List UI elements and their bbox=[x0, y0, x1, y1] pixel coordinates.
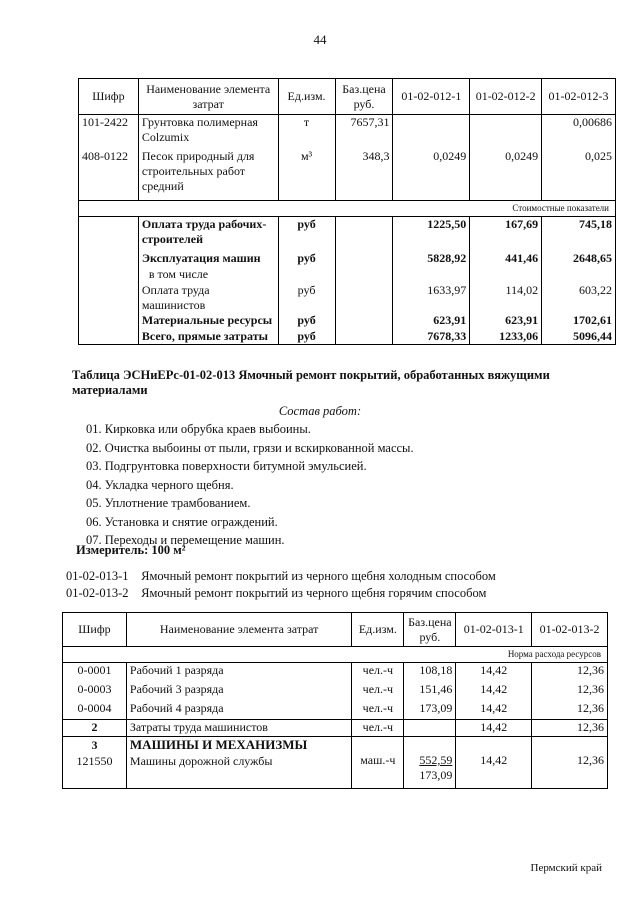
header-col-1: 01-02-012-1 bbox=[393, 79, 470, 115]
table-row-code: 0-0004 bbox=[63, 701, 127, 720]
grand-total-val3: 5096,44 bbox=[542, 329, 616, 345]
work-item: 03. Подгрунтовка поверхности битумной эмульсией. bbox=[86, 459, 367, 473]
measure-unit: Измеритель: 100 м² bbox=[76, 543, 186, 557]
grand-total-val2: 1233,06 bbox=[470, 329, 542, 345]
section-label-norm: Норма расхода ресурсов bbox=[63, 647, 608, 663]
grand-total-unit: руб bbox=[278, 329, 335, 345]
header-col-2: 01-02-013-2 bbox=[532, 613, 608, 647]
total-row-val1: 5828,92 bbox=[393, 251, 470, 267]
total-row-unit: руб bbox=[278, 313, 335, 329]
code-item bbox=[66, 585, 496, 602]
table-row-code: 2 bbox=[63, 720, 127, 737]
page-number: 44 bbox=[313, 32, 327, 47]
header-unit: Ед.изм. bbox=[352, 613, 404, 647]
table-row-price: 173,09 bbox=[404, 701, 456, 720]
header-price: Баз.цена руб. bbox=[404, 613, 456, 647]
table-row-unit: чел.-ч bbox=[352, 663, 404, 682]
table-row-price: 348,3 bbox=[335, 149, 393, 201]
table-row-name: Рабочий 3 разряда bbox=[126, 682, 351, 701]
code-text: Ямочный ремонт покрытий из черного щебня холодным способом bbox=[141, 569, 496, 583]
total-row-name: Оплата труда машинистов bbox=[138, 283, 278, 313]
header-code: Шифр bbox=[63, 613, 127, 647]
table-row-price: 151,46 bbox=[404, 682, 456, 701]
table-row-val2 bbox=[470, 115, 542, 149]
table-row-val1: 14,42 bbox=[456, 682, 532, 701]
table-row-val2: 12,36 bbox=[532, 720, 608, 737]
code-id: 01-02-013-2 bbox=[66, 586, 129, 600]
header-name: Наименование элемента затрат bbox=[126, 613, 351, 647]
table-row-name: Рабочий 4 разряда bbox=[126, 701, 351, 720]
work-item: 05. Уплотнение трамбованием. bbox=[86, 496, 251, 510]
table-row-val2: 12,36 bbox=[532, 701, 608, 720]
table-row-unit: чел.-ч bbox=[352, 701, 404, 720]
table-row-price-alt: 173,09 bbox=[419, 768, 453, 782]
table-row-code: 0-0001 bbox=[63, 663, 127, 682]
total-row-val3: 603,22 bbox=[542, 283, 616, 313]
total-row-note: в том числе bbox=[138, 267, 278, 283]
total-row-val1: 1225,50 bbox=[393, 217, 470, 251]
table-row-val2: 12,36 bbox=[532, 682, 608, 701]
total-row-val3: 2648,65 bbox=[542, 251, 616, 267]
table-row-name: Машины дорожной службы bbox=[129, 754, 273, 768]
table-row-name: Песок природный для строительных работ средний bbox=[138, 149, 278, 201]
total-row-val2: 167,69 bbox=[470, 217, 542, 251]
code-item bbox=[66, 568, 496, 585]
total-row-unit: руб bbox=[278, 217, 335, 251]
header-name: Наименование элемента затрат bbox=[138, 79, 278, 115]
work-item: 06. Установка и снятие ограждений. bbox=[86, 514, 278, 529]
total-row-val1: 1633,97 bbox=[393, 283, 470, 313]
table-row-val3: 0,00686 bbox=[542, 115, 616, 149]
table-row-code: 101-2422 bbox=[79, 115, 139, 149]
table-row-val1: 14,42 bbox=[456, 737, 532, 789]
work-item: 01. Кирковка или обрубка краев выбоины. bbox=[86, 422, 311, 436]
table-row-val1: 14,42 bbox=[456, 720, 532, 737]
section-label-cost: Стоимостные показатели bbox=[79, 201, 616, 217]
grand-total-name: Всего, прямые затраты bbox=[138, 329, 278, 345]
total-row-unit: руб bbox=[278, 251, 335, 267]
table-row-val2: 12,36 bbox=[532, 737, 608, 789]
table-row-price: 108,18 bbox=[404, 663, 456, 682]
table-row-val1: 14,42 bbox=[456, 663, 532, 682]
resource-table-012 bbox=[78, 78, 616, 345]
table-row-val2: 12,36 bbox=[532, 663, 608, 682]
code-list bbox=[66, 568, 496, 602]
work-list bbox=[86, 420, 414, 550]
table-row-name: Рабочий 1 разряда bbox=[126, 663, 351, 682]
table-row-name: Затраты труда машинистов bbox=[126, 720, 351, 737]
header-code: Шифр bbox=[79, 79, 139, 115]
table-row-code: 0-0003 bbox=[63, 682, 127, 701]
section-title-machines: МАШИНЫ И МЕХАНИЗМЫ bbox=[129, 737, 308, 752]
total-row-val3: 745,18 bbox=[542, 217, 616, 251]
total-row-val3: 1702,61 bbox=[542, 313, 616, 329]
table-row-price: 7657,31 bbox=[335, 115, 393, 149]
section-code: 3 bbox=[91, 738, 98, 752]
header-col-1: 01-02-013-1 bbox=[456, 613, 532, 647]
table-row-unit: т bbox=[278, 115, 335, 149]
table-row-unit: маш.-ч bbox=[352, 737, 404, 789]
resource-table-013 bbox=[62, 612, 608, 789]
total-row-val2: 441,46 bbox=[470, 251, 542, 267]
total-row-name: Эксплуатация машин bbox=[138, 251, 278, 267]
work-item: 02. Очистка выбоины от пыли, грязи и вскиркованной массы. bbox=[86, 440, 414, 455]
work-item: 04. Укладка черного щебня. bbox=[86, 477, 234, 492]
header-col-3: 01-02-012-3 bbox=[542, 79, 616, 115]
table-row-unit: чел.-ч bbox=[352, 720, 404, 737]
header-price: Баз.цена руб. bbox=[335, 79, 393, 115]
total-row-val2: 623,91 bbox=[470, 313, 542, 329]
work-composition-title: Состав работ: bbox=[278, 404, 362, 418]
total-row-name: Оплата труда рабочих-строителей bbox=[138, 217, 278, 251]
table-row-code: 408-0122 bbox=[79, 149, 139, 201]
grand-total-val1: 7678,33 bbox=[393, 329, 470, 345]
footer-region: Пермский край bbox=[530, 862, 602, 874]
table-row-name: Грунтовка полимерная Colzumix bbox=[138, 115, 278, 149]
header-col-2: 01-02-012-2 bbox=[470, 79, 542, 115]
code-text: Ямочный ремонт покрытий из черного щебня горячим способом bbox=[141, 586, 487, 600]
code-id: 01-02-013-1 bbox=[66, 569, 129, 583]
work-item: 07. Переходы и перемещение машин. bbox=[86, 533, 285, 547]
total-row-unit: руб bbox=[278, 283, 335, 313]
table-row-unit: м³ bbox=[278, 149, 335, 201]
total-row-val1: 623,91 bbox=[393, 313, 470, 329]
table-row-val3: 0,025 bbox=[542, 149, 616, 201]
header-unit: Ед.изм. bbox=[278, 79, 335, 115]
total-row-name: Материальные ресурсы bbox=[138, 313, 278, 329]
total-row-val2: 114,02 bbox=[470, 283, 542, 313]
table-row-val1: 0,0249 bbox=[393, 149, 470, 201]
table-row-val1 bbox=[393, 115, 470, 149]
table-row-val1: 14,42 bbox=[456, 701, 532, 720]
table-row-unit: чел.-ч bbox=[352, 682, 404, 701]
table-row-price: 552,59 bbox=[419, 753, 453, 767]
table-title: Таблица ЭСНиЕРс-01-02-013 Ямочный ремонт покрытий, обработанных вяжущими материалами bbox=[72, 368, 550, 397]
table-row-val2: 0,0249 bbox=[470, 149, 542, 201]
table-row-code: 121550 bbox=[76, 754, 113, 768]
table-row-price bbox=[404, 720, 456, 737]
